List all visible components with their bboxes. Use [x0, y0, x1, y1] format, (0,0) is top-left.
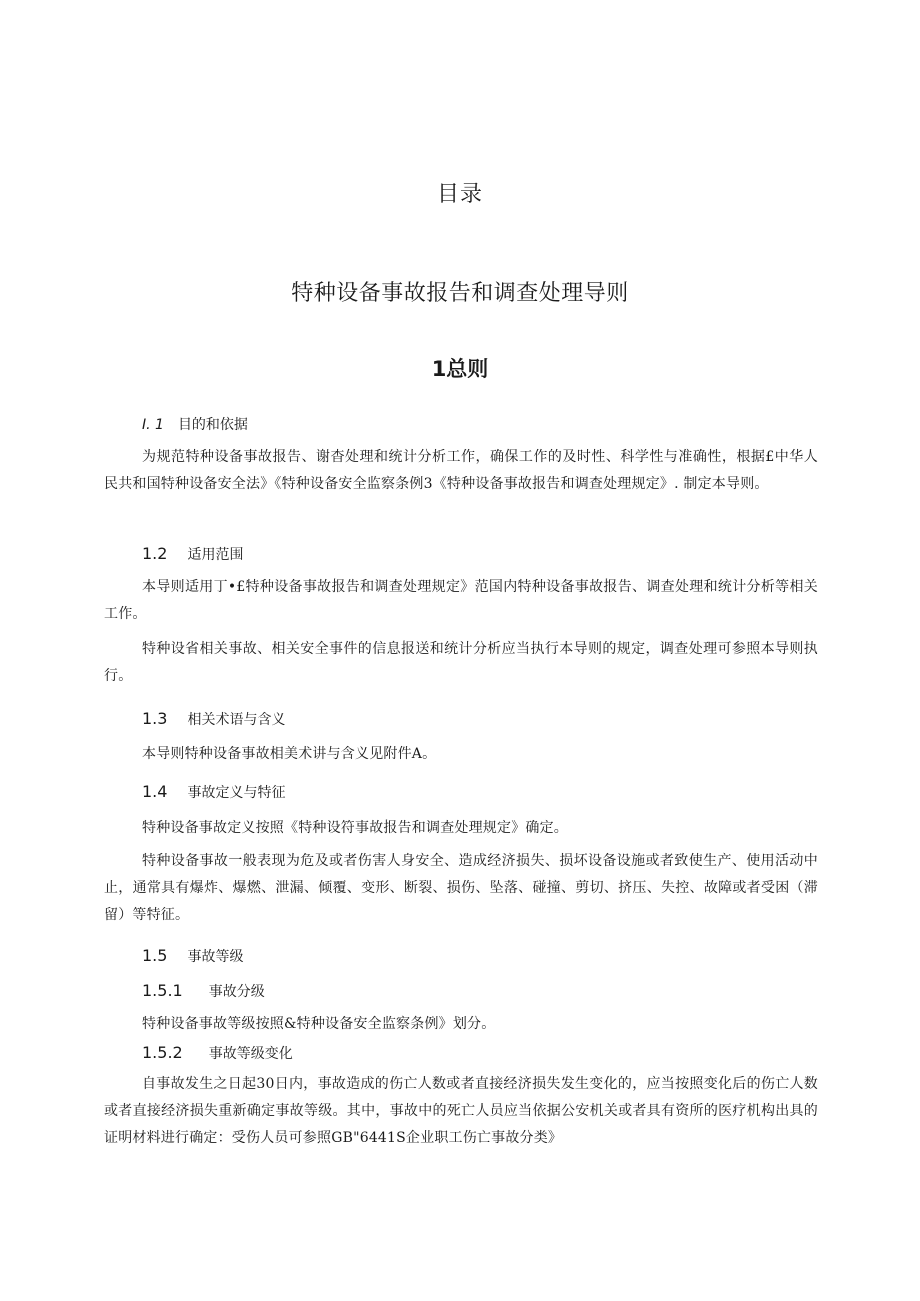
section-heading-1-4 — [142, 782, 285, 803]
section-number: 1.5.2 — [142, 1043, 183, 1062]
paragraph-scope-2: 特种设省相关事故、相关安全事件的信息报送和统计分析应当执行本导则的规定，调查处理可参照本导则执行。 — [104, 641, 818, 684]
paragraph-terms: 本导则特种设备事故相美术讲与含义见附件A。 — [142, 746, 437, 762]
section-number: 1.2 — [142, 544, 168, 563]
section-number: 1.5.1 — [142, 981, 183, 1000]
section-heading-1-5-2 — [142, 1043, 293, 1064]
section-heading-1-1 — [142, 415, 248, 435]
section-label: 事故等级 — [187, 949, 244, 965]
section-label: 事故等级变化 — [208, 1046, 293, 1062]
toc-title: 目录 — [436, 182, 483, 207]
section-heading-1-5 — [142, 946, 243, 967]
section-label: 事故定义与特征 — [187, 785, 286, 801]
section-heading-1-2 — [142, 544, 243, 565]
section-label: 目的和依据 — [177, 417, 248, 433]
paragraph-definition: 特种设备事故定义按照《特种设符事故报告和调查处理规定》确定。 — [142, 820, 568, 836]
section-number: 1.4 — [142, 782, 168, 801]
section-number: I. 1 — [142, 417, 164, 433]
paragraph-grade-change: 自事故发生之日起30日内，事故造成的伤亡人数或者直接经济损失发生变化的，应当按照变化后的伤亡人数或者直接经济损失重新确定事故等级。其中，事故中的死亡人员应当依据公安机关或者具有资所的医疗机构出具的证明材料进行确定：受伤人员可参照GB"6441S企业职工伤亡事故分类》 — [104, 1076, 818, 1146]
paragraph-scope-1: 本导则适用丁•£特种设备事故报告和调查处理规定》范国内特种设备事故报告、调查处理和统计分析等相关工作。 — [104, 579, 818, 622]
section-label: 事故分级 — [208, 984, 265, 1000]
section-number: 1.5 — [142, 946, 168, 965]
section-heading-1-3 — [142, 709, 285, 730]
document-title: 特种设备事故报告和调查处理导则 — [291, 281, 629, 306]
section-heading-1-5-1 — [142, 981, 265, 1002]
paragraph-purpose: 为规范特种设备事故报告、谢杳处理和统计分析工作，确保工作的及时性、科学性与准确性，根据£中华人民共和国特种设备安全法》《特种设备安全监察条例3《特种设备事故报告和调查处理规定》. 制定本导则。 — [104, 449, 818, 492]
paragraph-grading: 特种设备事故等级按照&特种设备安全监察条例》划分。 — [142, 1016, 496, 1032]
section-label: 相关术语与含义 — [187, 712, 286, 728]
paragraph-characteristics: 特种设备事故一般表现为危及或者伤害人身安全、造成经济损失、损坏设备设施或者致使生产、使用活动中止，通常具有爆炸、爆燃、泄漏、倾覆、变形、断裂、损伤、坠落、碰撞、剪切、挤压、失控、故障或者受困（滞留）等特征。 — [104, 853, 818, 923]
chapter-title: 1总则 — [431, 357, 489, 381]
section-label: 适用范围 — [187, 547, 244, 563]
section-number: 1.3 — [142, 709, 168, 728]
